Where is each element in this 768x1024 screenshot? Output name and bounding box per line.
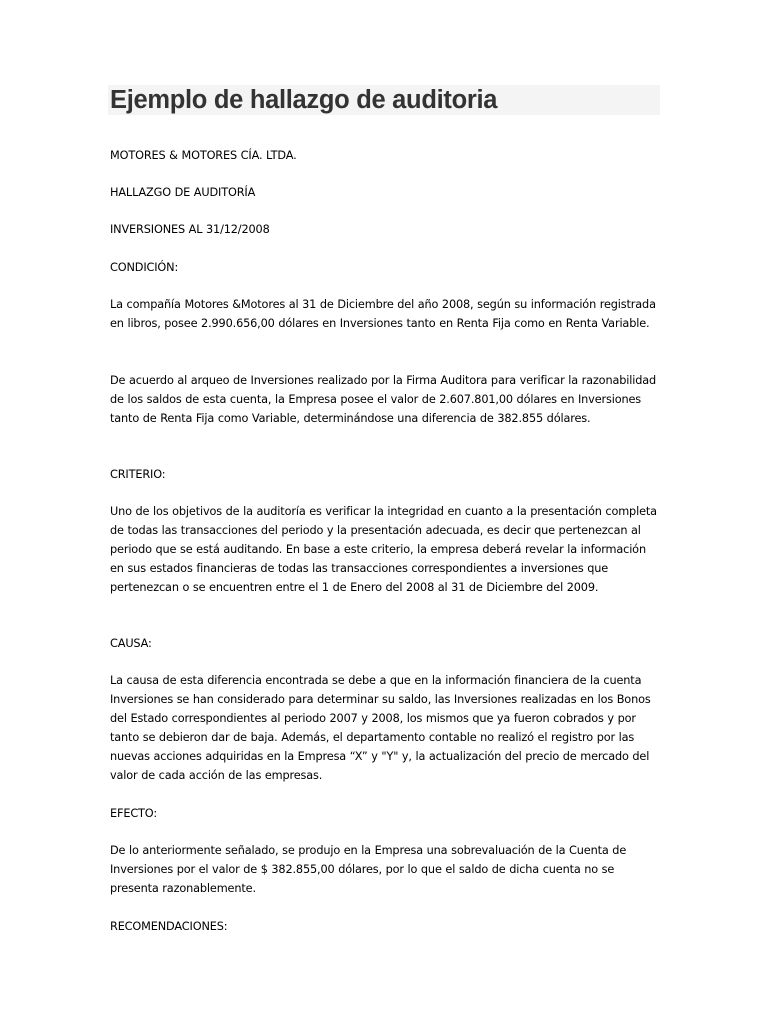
efecto-heading: EFECTO: xyxy=(110,807,158,820)
condicion-paragraph-1: La compañía Motores &Motores al 31 de Diciembre del año 2008, según su información registrada en libros, posee 2.990.656,00 dólares en Inversiones tanto en Renta Fija como en Renta Variable. xyxy=(110,298,656,330)
criterio-heading: CRITERIO: xyxy=(110,468,166,481)
document-subtitle: HALLAZGO DE AUDITORÍA xyxy=(110,186,256,199)
causa-heading: CAUSA: xyxy=(110,637,152,650)
page-title: Ejemplo de hallazgo de auditoria xyxy=(110,86,498,114)
condicion-heading: CONDICIÓN: xyxy=(110,261,179,274)
causa-paragraph: La causa de esta diferencia encontrada se debe a que en la información financiera de la cuenta Inversiones se han considerado para determinar su saldo, las Inversiones realizadas en los Bonos del Estado correspondientes al periodo 2007 y 2008, los mismos que ya fueron cobrados y por tanto se debieron dar de baja. Además, el departamento contable no realizó el registro por las nuevas acciones adquiridas en la Empresa “X” y "Y" y, la actualización del precio de mercado del valor de cada acción de las empresas. xyxy=(110,674,651,782)
period-heading: INVERSIONES AL 31/12/2008 xyxy=(110,223,270,236)
recomendaciones-heading: RECOMENDACIONES: xyxy=(110,920,228,933)
efecto-paragraph: De lo anteriormente señalado, se produjo en la Empresa una sobrevaluación de la Cuenta de Inversiones por el valor de $ 382.855,00 dólares, por lo que el saldo de dicha cuenta no se presenta razonablemente. xyxy=(110,844,627,895)
criterio-paragraph: Uno de los objetivos de la auditoría es verificar la integridad en cuanto a la presentación completa de todas las transacciones del periodo y la presentación adecuada, es decir que pertenezcan al periodo que se está auditando. En base a este criterio, la empresa deberá revelar la información en sus estados financieras de todas las transacciones correspondientes a inversiones que pertenezcan o se encuentren entre el 1 de Enero del 2008 al 31 de Diciembre del 2009. xyxy=(110,505,657,594)
condicion-paragraph-2: De acuerdo al arqueo de Inversiones realizado por la Firma Auditora para verificar la razonabilidad de los saldos de esta cuenta, la Empresa posee el valor de 2.607.801,00 dólares en Inversiones tanto de Renta Fija como Variable, determinándose una diferencia de 382.855 dólares. xyxy=(110,374,657,425)
company-name: MOTORES & MOTORES CÍA. LTDA. xyxy=(110,149,297,162)
